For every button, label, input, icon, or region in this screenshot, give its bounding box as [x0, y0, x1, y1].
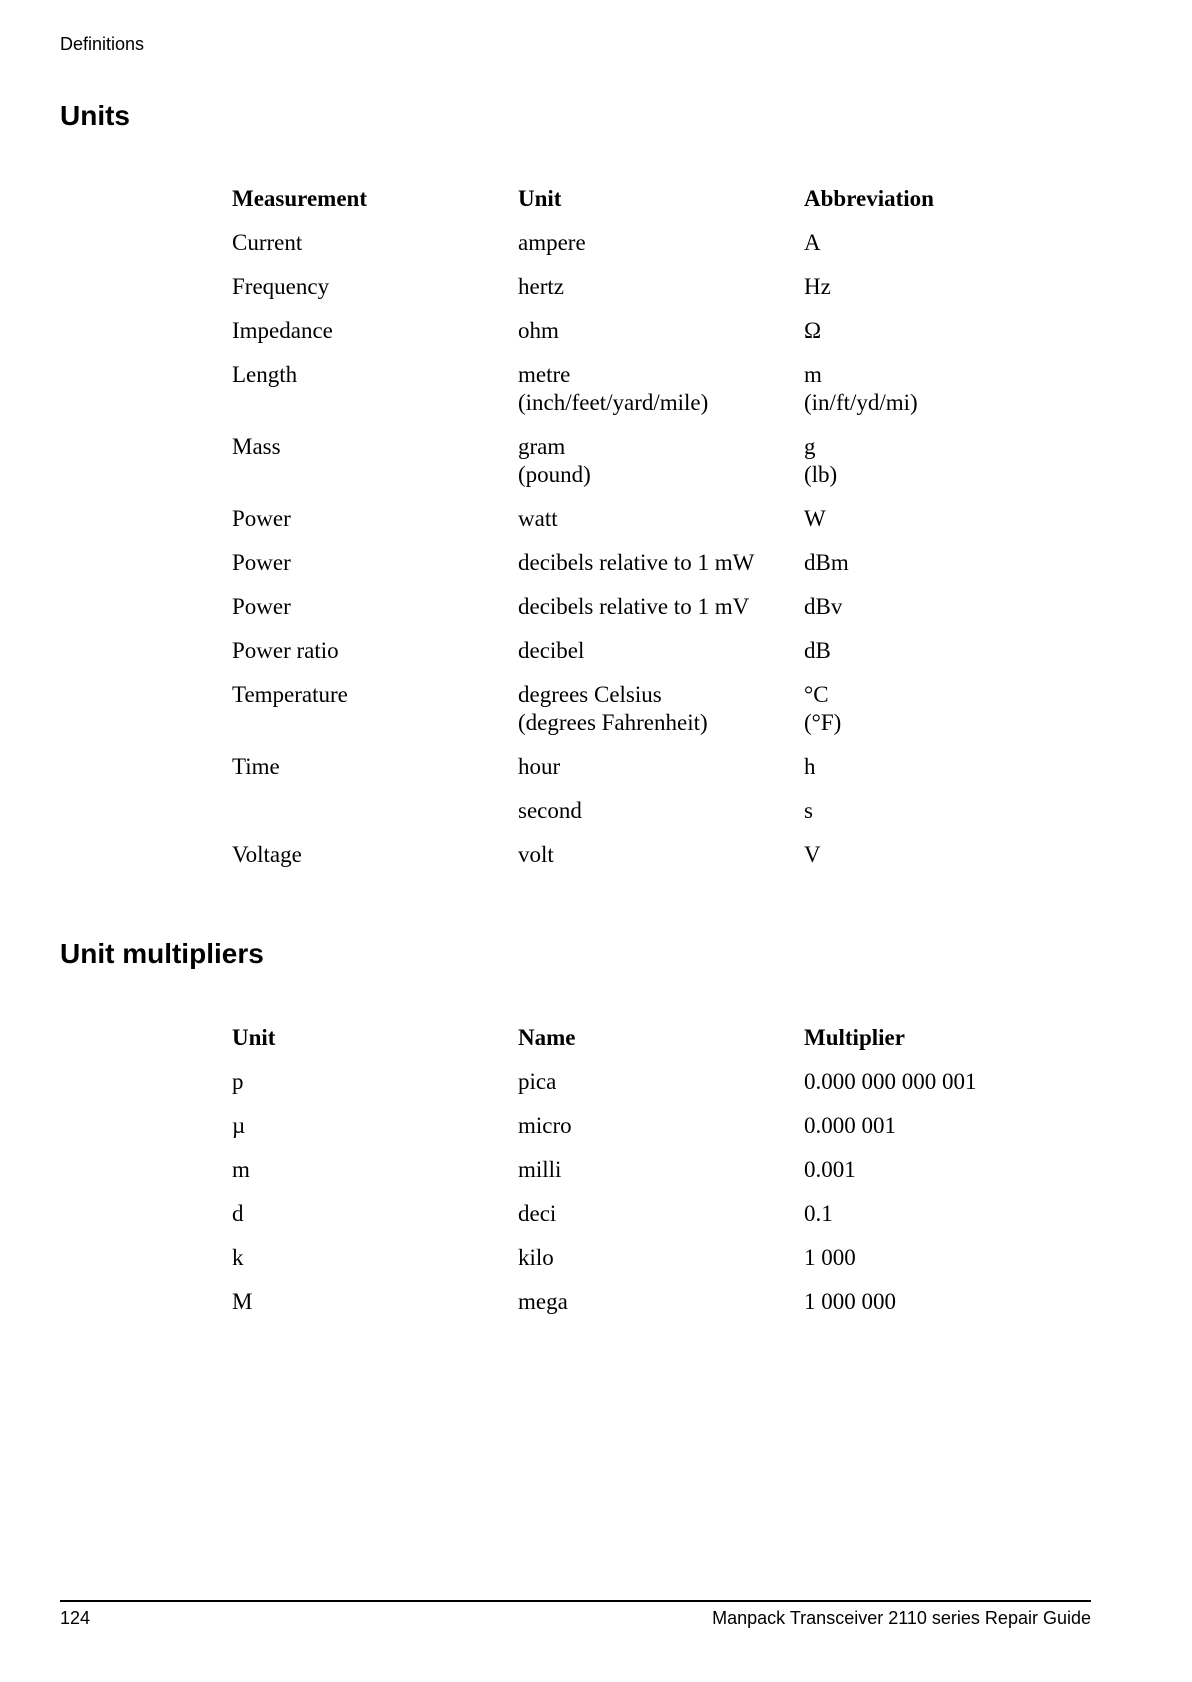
units-cell-unit [518, 681, 804, 753]
multipliers-table [232, 1024, 1064, 1332]
multipliers-cell-unit: k [232, 1245, 244, 1270]
units-table-row [232, 505, 1064, 549]
units-cell-unit-line: watt [518, 506, 558, 531]
multipliers-table-row [232, 1288, 1064, 1332]
units-cell-measurement: Impedance [232, 318, 333, 343]
units-header-measurement: Measurement [232, 186, 367, 211]
units-table-row [232, 753, 1064, 797]
units-cell-unit-line: ampere [518, 230, 586, 255]
multipliers-table-row [232, 1244, 1064, 1288]
units-cell-abbreviation-line: Ω [804, 318, 822, 343]
units-cell-abbreviation-line: W [804, 506, 826, 531]
units-cell-unit [518, 797, 804, 841]
units-cell-unit [518, 361, 804, 433]
units-cell-abbreviation-line: °C [804, 682, 829, 707]
units-cell-unit [518, 753, 804, 797]
units-cell-unit [518, 637, 804, 681]
units-cell-abbreviation-line: A [804, 230, 821, 255]
units-cell-unit-line: metre [518, 362, 571, 387]
units-cell-measurement: Length [232, 362, 298, 387]
units-cell-unit-line: gram [518, 434, 566, 459]
units-cell-abbreviation-line: m [804, 362, 822, 387]
units-cell-unit-line: decibels relative to 1 mV [518, 594, 750, 619]
units-cell-unit [518, 841, 804, 885]
units-cell-measurement: Voltage [232, 842, 302, 867]
units-cell-measurement [232, 797, 518, 841]
multipliers-cell-multiplier: 0.000 000 000 001 [804, 1069, 977, 1094]
units-cell-unit-line: ohm [518, 318, 559, 343]
multipliers-header-unit: Unit [232, 1025, 276, 1050]
units-cell-abbreviation-line: g [804, 434, 816, 459]
units-table-body [232, 229, 1064, 885]
units-cell-abbreviation-line: (lb) [804, 462, 838, 487]
multipliers-cell-unit: d [232, 1201, 244, 1226]
units-cell-abbreviation [804, 317, 1064, 361]
units-cell-abbreviation [804, 753, 1064, 797]
units-cell-abbreviation-line: s [804, 798, 813, 823]
multipliers-cell-unit: µ [232, 1113, 246, 1138]
units-cell-abbreviation [804, 273, 1064, 317]
units-table-row [232, 797, 1064, 841]
multipliers-cell-unit: p [232, 1069, 244, 1094]
multipliers-cell-unit: M [232, 1289, 253, 1314]
units-cell-measurement: Time [232, 754, 280, 779]
units-cell-abbreviation-line: dB [804, 638, 831, 663]
multipliers-cell-multiplier: 1 000 [804, 1245, 856, 1270]
multipliers-cell-name: milli [518, 1157, 562, 1182]
units-cell-unit-line: decibels relative to 1 mW [518, 550, 755, 575]
multipliers-cell-name: pica [518, 1069, 557, 1094]
units-header-unit: Unit [518, 186, 562, 211]
units-cell-unit [518, 549, 804, 593]
multipliers-table-row [232, 1068, 1064, 1112]
units-cell-unit-line: (degrees Fahrenheit) [518, 710, 708, 735]
units-cell-abbreviation-line: dBv [804, 594, 843, 619]
units-table-row [232, 549, 1064, 593]
units-cell-abbreviation-line: Hz [804, 274, 831, 299]
units-cell-abbreviation-line: dBm [804, 550, 849, 575]
footer-rule [60, 1600, 1091, 1602]
units-header-abbreviation: Abbreviation [804, 186, 934, 211]
units-cell-unit-line: decibel [518, 638, 585, 663]
multipliers-table-row [232, 1156, 1064, 1200]
units-cell-abbreviation-line: V [804, 842, 821, 867]
multipliers-section-title: Unit multipliers [60, 938, 264, 969]
multipliers-table-row [232, 1112, 1064, 1156]
units-table-row [232, 593, 1064, 637]
units-table-row [232, 637, 1064, 681]
units-cell-abbreviation [804, 549, 1064, 593]
units-cell-unit-line: hour [518, 754, 561, 779]
multipliers-cell-name: kilo [518, 1245, 554, 1270]
units-table-row [232, 361, 1064, 433]
units-cell-unit [518, 505, 804, 549]
units-cell-unit [518, 317, 804, 361]
units-cell-unit [518, 229, 804, 273]
units-cell-abbreviation [804, 841, 1064, 885]
page-number: 124 [60, 1608, 91, 1628]
units-cell-measurement: Temperature [232, 682, 348, 707]
units-cell-unit [518, 593, 804, 637]
units-cell-unit [518, 273, 804, 317]
units-cell-measurement: Current [232, 230, 303, 255]
multipliers-header-name: Name [518, 1025, 576, 1050]
multipliers-cell-name: mega [518, 1289, 568, 1314]
document-title: Manpack Transceiver 2110 series Repair Guide [712, 1608, 1091, 1628]
units-header-row [232, 185, 1064, 229]
units-cell-abbreviation [804, 433, 1064, 505]
running-head: Definitions [60, 34, 145, 54]
multipliers-header-row [232, 1024, 1064, 1068]
units-cell-abbreviation [804, 593, 1064, 637]
multipliers-table-body [232, 1068, 1064, 1332]
units-table [232, 185, 1064, 885]
units-section-title: Units [60, 100, 130, 131]
multipliers-cell-name: deci [518, 1201, 557, 1226]
multipliers-cell-multiplier: 0.000 001 [804, 1113, 896, 1138]
units-cell-unit-line: degrees Celsius [518, 682, 662, 707]
multipliers-header-multiplier: Multiplier [804, 1025, 905, 1050]
multipliers-cell-name: micro [518, 1113, 572, 1138]
multipliers-cell-multiplier: 1 000 000 [804, 1289, 896, 1314]
units-table-row [232, 681, 1064, 753]
units-cell-abbreviation [804, 681, 1064, 753]
multipliers-cell-multiplier: 0.1 [804, 1201, 833, 1226]
units-cell-unit-line: (pound) [518, 462, 591, 487]
units-table-row [232, 317, 1064, 361]
units-cell-measurement: Power ratio [232, 638, 339, 663]
units-cell-abbreviation [804, 229, 1064, 273]
units-table-row [232, 433, 1064, 505]
units-cell-unit-line: (inch/feet/yard/mile) [518, 390, 709, 415]
units-cell-measurement: Frequency [232, 274, 330, 299]
units-cell-measurement: Power [232, 506, 291, 531]
units-cell-unit [518, 433, 804, 505]
multipliers-cell-multiplier: 0.001 [804, 1157, 856, 1182]
units-cell-measurement: Power [232, 594, 291, 619]
units-cell-measurement: Mass [232, 434, 281, 459]
units-table-row [232, 273, 1064, 317]
units-cell-abbreviation [804, 797, 1064, 841]
units-cell-unit-line: hertz [518, 274, 564, 299]
units-cell-abbreviation [804, 361, 1064, 433]
units-cell-unit-line: volt [518, 842, 554, 867]
units-cell-abbreviation-line: (in/ft/yd/mi) [804, 390, 918, 415]
units-cell-measurement: Power [232, 550, 291, 575]
units-cell-unit-line: second [518, 798, 582, 823]
units-cell-abbreviation-line: h [804, 754, 816, 779]
multipliers-cell-unit: m [232, 1157, 250, 1182]
units-cell-abbreviation [804, 637, 1064, 681]
units-table-row [232, 841, 1064, 885]
units-table-row [232, 229, 1064, 273]
multipliers-table-row [232, 1200, 1064, 1244]
units-cell-abbreviation [804, 505, 1064, 549]
units-cell-abbreviation-line: (°F) [804, 710, 842, 735]
